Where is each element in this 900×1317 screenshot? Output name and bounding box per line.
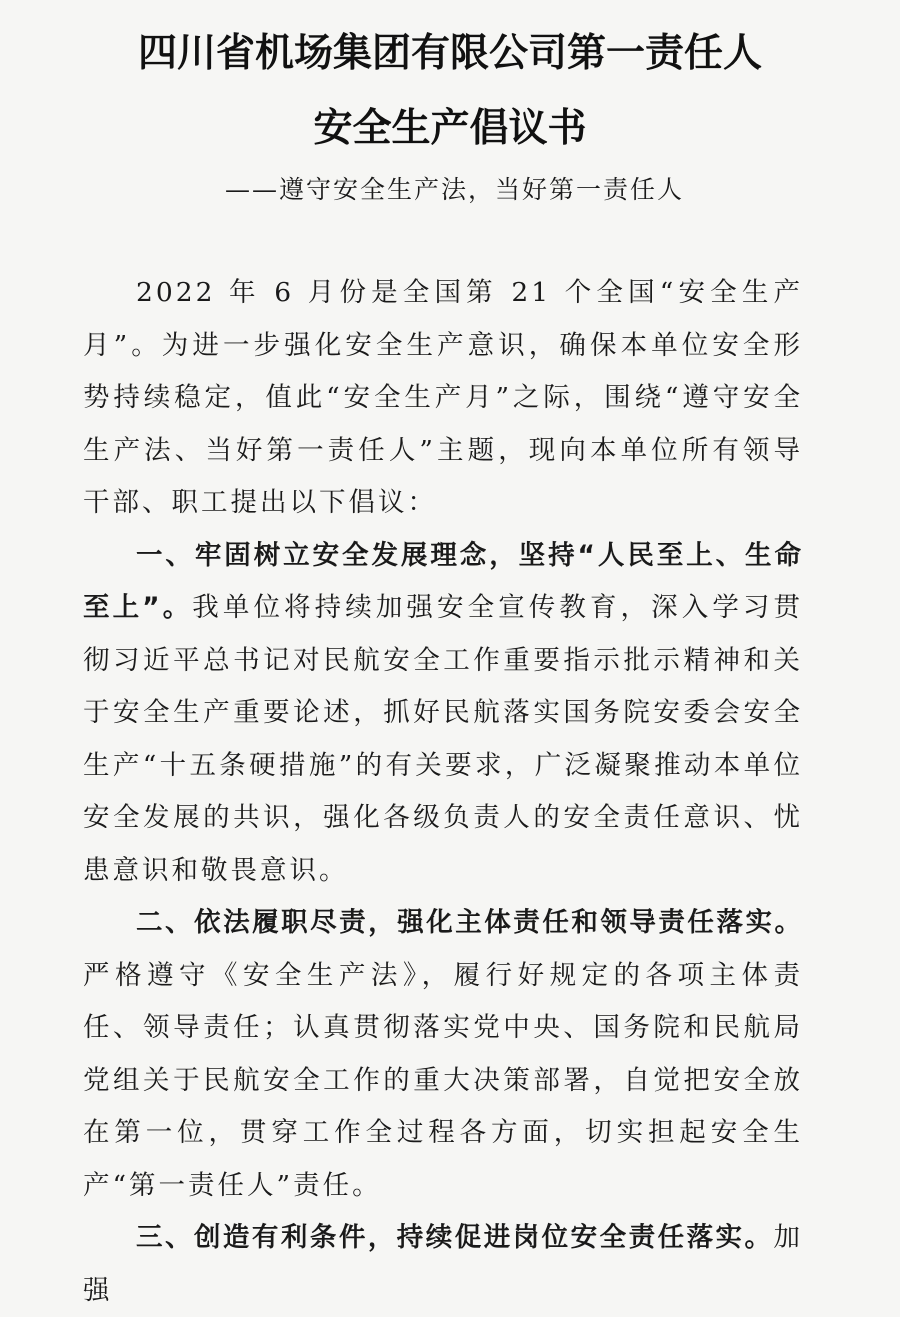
paragraph-intro bbox=[83, 267, 803, 530]
paragraph-item-1 bbox=[83, 530, 803, 898]
paragraph-text: 我单位将持续加强安全宣传教育，深入学习贯彻习近平总书记对民航安全工作重要指示批示精神和关于安全生产重要论述，抓好民航落实国务院安委会安全生产“十五条硬措施”的有关要求，广泛凝聚推动本单位安全发展的共识，强化各级负责人的安全责任意识、忧患意识和敬畏意识。 bbox=[83, 592, 803, 886]
document-title-line1: 四川省机场集团有限公司第一责任人 bbox=[137, 31, 762, 76]
document-body bbox=[83, 267, 803, 1317]
paragraph-text: 加强 bbox=[83, 1222, 803, 1306]
paragraph-item-2 bbox=[83, 897, 803, 1212]
document-subtitle: ——遵守安全生产法，当好第一责任人 bbox=[225, 175, 685, 204]
paragraph-heading: 一、牢固树立安全发展理念，坚持“人民至上、生命至上”。 bbox=[83, 539, 803, 623]
paragraph-item-3 bbox=[83, 1212, 803, 1317]
paragraph-text: 2022 年 6 月份是全国第 21 个全国“安全生产月”。为进一步强化安全生产意识，确保本单位安全形势持续稳定，值此“安全生产月”之际，围绕“遵守安全生产法、当好第一责任人”主题，现向本单位所有领导干部、职工提出以下倡议： bbox=[83, 277, 803, 518]
paragraph-heading: 三、创造有利条件，持续促进岗位安全责任落实。 bbox=[136, 1222, 774, 1253]
paragraph-heading: 二、依法履职尽责，强化主体责任和领导责任落实。 bbox=[136, 907, 803, 938]
document-title-line2: 安全生产倡议书 bbox=[313, 106, 587, 151]
paragraph-text: 严格遵守《安全生产法》，履行好规定的各项主体责任、领导责任；认真贯彻落实党中央、国务院和民航局党组关于民航安全工作的重大决策部署，自觉把安全放在第一位，贯穿工作全过程各方面，切实担起安全生产“第一责任人”责任。 bbox=[83, 959, 803, 1201]
